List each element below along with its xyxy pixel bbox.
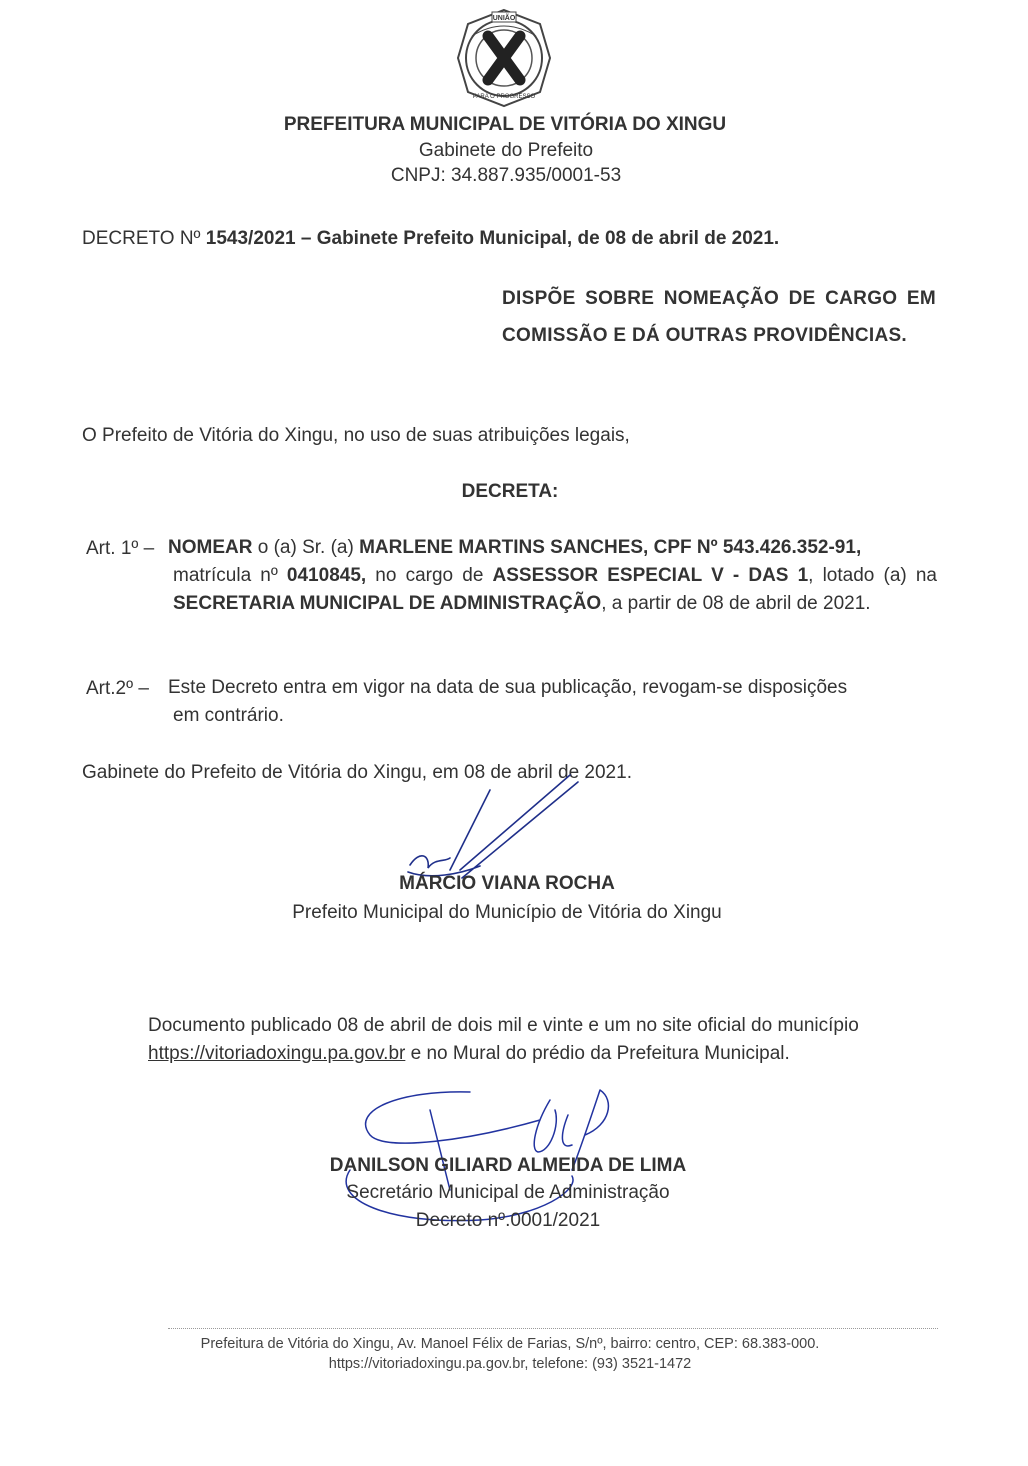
municipal-seal-logo xyxy=(452,6,556,110)
article-1-label: Art. 1º – xyxy=(86,538,155,559)
article-2-line1: Este Decreto entra em vigor na data de sua publicação, revogam-se disposições xyxy=(168,677,848,698)
publication-link[interactable]: https://vitoriadoxingu.pa.gov.br xyxy=(148,1043,406,1064)
article-1-name-cpf: MARLENE MARTINS SANCHES, CPF Nº 543.426.352-91, xyxy=(359,537,862,558)
institution-subtitle: Gabinete do Prefeito xyxy=(418,140,594,161)
decree-preamble: O Prefeito de Vitória do Xingu, no uso de suas atribuições legais, xyxy=(82,425,630,446)
article-1-text-d: , lotado (a) na xyxy=(808,565,937,586)
decreta-heading: DECRETA: xyxy=(461,481,559,502)
decree-prefix: DECRETO Nº xyxy=(82,228,206,249)
article-1-registration: 0410845, xyxy=(286,565,367,586)
footer-contact: https://vitoriadoxingu.pa.gov.br, telefone: (93) 3521-1472 xyxy=(328,1356,692,1372)
article-1-verb: NOMEAR xyxy=(168,537,253,558)
article-1-text-e: , a partir de 08 de abril de 2021. xyxy=(601,593,871,614)
article-1-text-c: no cargo de xyxy=(366,565,493,586)
publication-line2 xyxy=(148,1043,790,1065)
publication-line1: Documento publicado 08 de abril de dois mil e vinte e um no site oficial do município xyxy=(148,1015,859,1036)
seal-text-bottom: PARA O PROGRESSO xyxy=(472,94,536,100)
article-2-label: Art.2º – xyxy=(86,678,149,699)
footer-address: Prefeitura de Vitória do Xingu, Av. Manoel Félix de Farias, S/nº, bairro: centro, CEP: 68.383-000. xyxy=(200,1336,820,1352)
decree-number-date: 1543/2021 – Gabinete Prefeito Municipal, de 08 de abril de 2021. xyxy=(205,228,780,249)
article-1-text-a: o (a) Sr. (a) xyxy=(252,537,360,558)
decree-ementa: DISPÕE SOBRE NOMEAÇÃO DE CARGO EM COMISSÃO E DÁ OUTRAS PROVIDÊNCIAS. xyxy=(502,288,936,346)
publication-line2-rest: e no Mural do prédio da Prefeitura Municipal. xyxy=(405,1043,790,1064)
decree-heading xyxy=(82,228,779,250)
secretary-name: DANILSON GILIARD ALMEIDA DE LIMA xyxy=(329,1155,687,1176)
institution-cnpj: CNPJ: 34.887.935/0001-53 xyxy=(390,165,622,186)
institution-title: PREFEITURA MUNICIPAL DE VITÓRIA DO XINGU xyxy=(283,114,727,135)
article-2-line2: em contrário. xyxy=(173,705,284,726)
article-1-text-b: matrícula nº xyxy=(173,565,287,586)
article-1-department: SECRETARIA MUNICIPAL DE ADMINISTRAÇÃO xyxy=(173,593,602,614)
footer-divider xyxy=(168,1328,938,1329)
article-1-position: ASSESSOR ESPECIAL V - DAS 1 xyxy=(492,565,809,586)
secretary-role: Secretário Municipal de Administração xyxy=(346,1182,670,1203)
secretary-decree: Decreto nº.0001/2021 xyxy=(415,1210,601,1231)
article-1-line1 xyxy=(168,534,861,562)
article-1-body xyxy=(173,562,937,618)
mayor-role: Prefeito Municipal do Município de Vitória do Xingu xyxy=(292,902,722,923)
mayor-name: MÁRCIO VIANA ROCHA xyxy=(399,873,615,894)
seal-text-top: UNIÃO xyxy=(492,15,516,22)
closing-statement: Gabinete do Prefeito de Vitória do Xingu, em 08 de abril de 2021. xyxy=(82,762,632,783)
